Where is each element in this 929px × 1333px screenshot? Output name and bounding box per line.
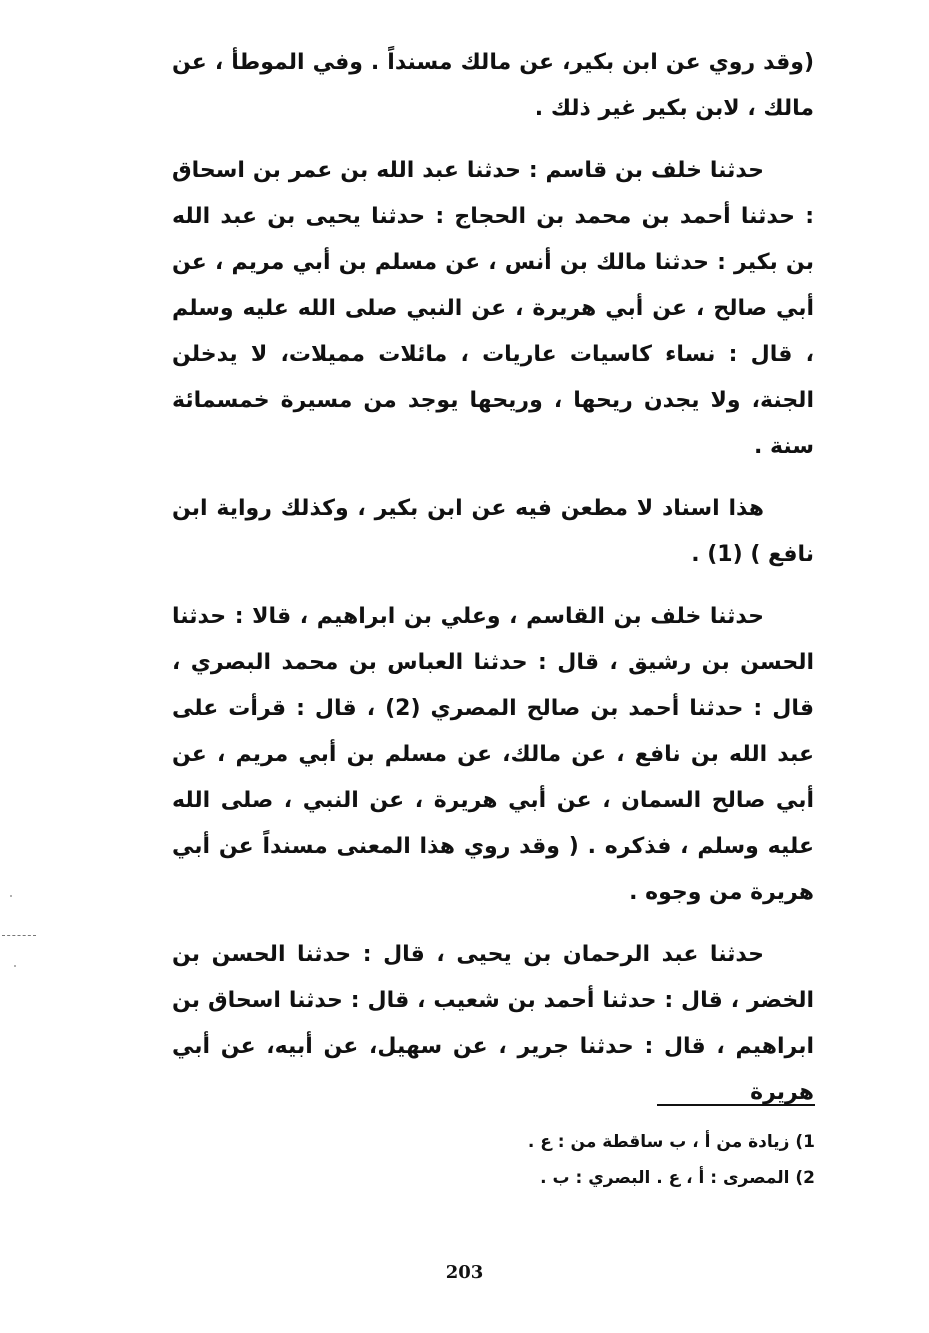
footnotes	[420, 1124, 815, 1196]
paragraph-4: حدثنا خلف بن القاسم ، وعلي بن ابراهيم ، قالا : حدثنا الحسن بن رشيق ، قال : حدثنا العباس بن محمد البصري ، قال : حدثنا أحمد بن صالح المصري (2) ، قال : قرأت على عبد الله بن نافع ، عن مالك، عن مسلم بن أبي مريم ، عن أبي صالح السمان ، عن أبي هريرة ، عن النبي ، صلى الله عليه وسلم ، فذكره . ( وقد روي هذا المعنى مسنداً عن أبي هريرة من وجوه .	[172, 604, 814, 905]
margin-scan-mark	[2, 935, 36, 936]
footnote-2: 2) المصرى : أ ، ع . البصري : ب .	[540, 1168, 815, 1188]
body-text	[172, 40, 814, 1116]
margin-scan-dot	[14, 965, 16, 967]
footnote-divider	[657, 1104, 815, 1106]
page-number: 203	[445, 1262, 484, 1283]
paragraph-2: حدثنا خلف بن قاسم : حدثنا عبد الله بن عمر بن اسحاق : حدثنا أحمد بن محمد بن الحجاج : حدثنا يحيى بن عبد الله بن بكير : حدثنا مالك بن أنس ، عن مسلم بن أبي مريم ، عن أبي صالح ، عن أبي هريرة ، عن النبي صلى الله عليه وسلم ، قال : نساء كاسيات عاريات ، مائلات مميلات، لا يدخلن الجنة، ولا يجدن ريحها ، وريحها يوجد من مسيرة خمسمائة سنة .	[172, 158, 814, 459]
paragraph-5: حدثنا عبد الرحمان بن يحيى ، قال : حدثنا الحسن بن الخضر ، قال : حدثنا أحمد بن شعيب ، قال : حدثنا اسحاق بن ابراهيم ، قال : حدثنا جرير ، عن سهيل، عن أبيه، عن أبي هريرة	[172, 942, 814, 1105]
paragraph-1: (وقد روي عن ابن بكير، عن مالك مسنداً . وفي الموطأ ، عن مالك ، لابن بكير غير ذلك .	[172, 50, 814, 121]
paragraph-3: هذا اسناد لا مطعن فيه عن ابن بكير ، وكذلك رواية ابن نافع ) (1) .	[172, 496, 814, 567]
margin-scan-dot	[10, 895, 12, 897]
footnote-1: 1) زيادة من أ ، ب ساقطة من : ع .	[527, 1132, 815, 1152]
